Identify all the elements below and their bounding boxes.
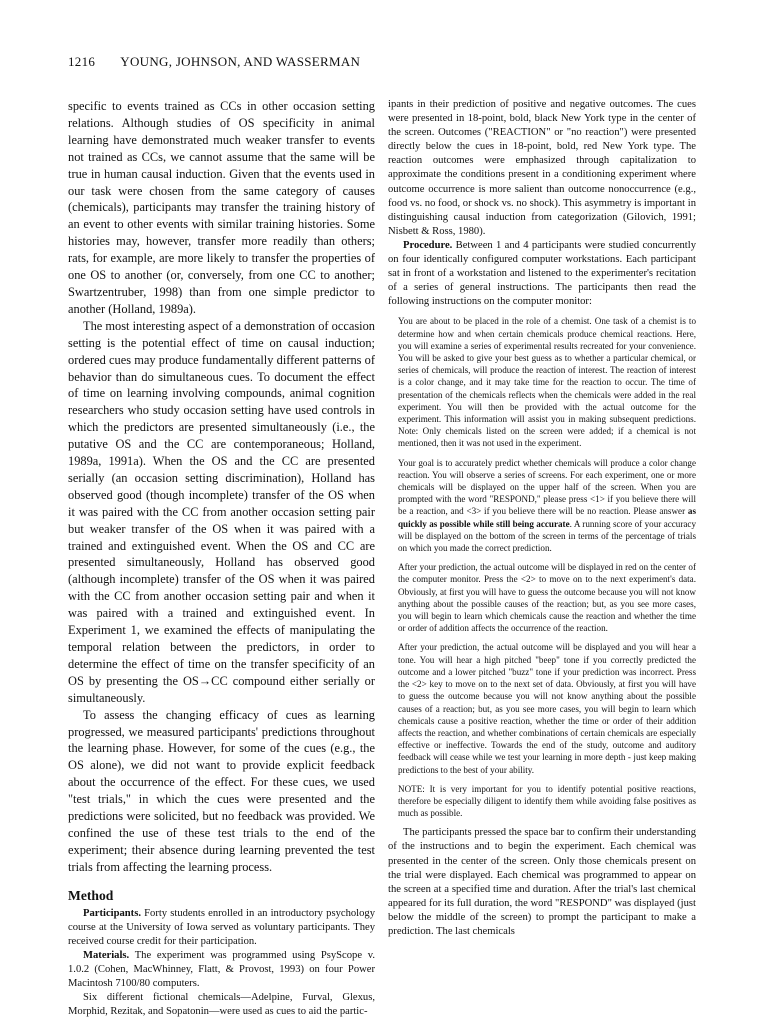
right-p1-part-a: ipants in their prediction of positive and negative outcomes. The cues were presented in 18-point, bold, black New York type in the center of the screen. Outcomes (": [388, 99, 696, 139]
procedure-label: Procedure.: [403, 239, 453, 251]
chemicals-paragraph: Six different fictional chemicals—Adelpine, Furval, Glexus, Morphid, Rezitak, and Sopatonin—were used as cues to aid the partic-: [68, 991, 375, 1017]
quote-2-part-b: . A running score of your accuracy will be displayed on the bottom of the screen in terms of the percentage of trials on which you made the correct prediction.: [398, 518, 696, 554]
instruction-quote-2: [398, 457, 696, 555]
running-header: [68, 54, 698, 74]
procedure-paragraph: [388, 239, 696, 309]
quote-2-part-a: Your goal is to accurately predict whether chemicals will produce a color change reaction. You will observe a series of screens. For each experiment, one or more chemicals will be displayed on the upper half of the screen. When you are prompted with the word "RESPOND," please press <1> if you believe there will be a reaction, and <3> if you believe there will be no reaction. Please answer: [398, 457, 696, 517]
right-p1-part-b: " or "no reaction") were presented directly below the cues in 18-point, bold, red New York type. The reaction outcomes were emphasized through capitalization to approximate the conditions present in a conditioning experiment where outcome occurrence is more salient than outcome nonoccurrence (e.g., food vs. no food, or shock vs. no shock). This asymmetry is important in distinguishing causal induction from categorization (Gilovich, 1991; Nisbett & Ross, 1980).: [388, 127, 696, 237]
materials-label: Materials.: [83, 949, 130, 961]
materials-paragraph: [68, 949, 375, 991]
participants-paragraph: [68, 907, 375, 949]
quote-2-emphasis: as quickly as possible while still being accurate: [398, 506, 696, 529]
method-heading: Method: [68, 887, 114, 903]
instruction-quote-5: NOTE: It is very important for you to identify potential positive reactions, therefore be especially diligent to identify them while avoiding false positives as much as possible.: [398, 783, 696, 819]
instruction-quote-3: After your prediction, the actual outcome will be displayed in red on the center of the computer monitor. Press the <2> to move on to the next experiment's data. Obviously, at first you will have to guess the outcome because you will not know anything about the possible causes of the reaction; but, as you see more cases, you will begin to learn which chemicals cause the reaction and whether the time or order of addition affects the occurrence of the reaction.: [398, 562, 696, 634]
materials-text: The experiment was programmed using PsyScope v. 1.0.2 (Cohen, MacWhinney, Flatt, & Provost, 1993) on four Power Macintosh 7100/80 computers.: [68, 949, 375, 989]
left-column: [68, 98, 375, 1019]
instructions-block-quote: [398, 315, 696, 819]
respond-word: RESPOND: [559, 897, 608, 909]
right-paragraph-1: [388, 98, 696, 239]
right-column: [388, 98, 696, 939]
instruction-quote-4: After your prediction, the actual outcome will be displayed and you will hear a tone. You will hear a high pitched "beep" tone if you correctly predicted the outcome and a lower pitched "buzz" tone if your prediction was incorrect. Press the <2> key to move on to the next set of data. Obviously, at first you will have to guess the outcome because you will not know anything about the possible causes of a reaction; but, as you see more cases, you will begin to learn which chemicals cause a positive reaction, whether the time or order of their addition affects the reaction, and whether combinations of certain chemicals are especially effective or ineffective. Towards the end of the study, outcome and auditory feedback will cease while we test your learning in more depth - just keep making predictions to the best of your ability.: [398, 642, 696, 775]
instruction-quote-1: You are about to be placed in the role of a chemist. One task of a chemist is to determine how and when certain chemicals produce chemical reactions. Here, you will examine a series of experimental results recreated for your convenience. You will be asked to give your best guess as to whether a particular chemical, or series of chemicals, will produce the reaction of interest. The reaction of interest is a color change, and it may take time for the reaction to occur. The time of presentation of the chemicals reflects when the chemicals were added in the real experiment. You will then be provided with the actual outcome for the experiment. This information will assist you in making subsequent predictions. Note: Only chemicals listed on the screen were added; if a chemical is not mentioned, then it was not used in the experiment.: [398, 316, 696, 449]
participants-text: Forty students enrolled in an introductory psychology course at the University of Iowa served as voluntary participants. They received course credit for their participation.: [68, 907, 375, 947]
left-paragraph-2: The most interesting aspect of a demonstration of occasion setting is the potential effect of time on causal induction; ordered cues may produce fundamentally different patterns of behavior than do simultaneous cues. To document the effect of time on learning involving compounds, animal cognition researchers who study occasion setting have used controls in which the predictors are presented simultaneously (i.e., the putative OS and the CC are contemporaneous; Holland, 1989a, 1991a). When the OS and the CC are presented serially (an occasion setting discrimination), Holland has observed good (though incomplete) transfer of the OS when it was paired with the CC from another occasion setting pair but weaker transfer of the OS when it was paired with a trained and extinguished event. When the OS and CC are presented simultaneously, Holland has observed good (although incomplete) transfer of the OS when it was paired with the CC from another occasion setting pair and when it was paired with a trained and extinguished event. In Experiment 1, we examined the effects of manipulating the temporal relation between the predictors, in order to determine the effect of time on the transfer specificity of an OS by presenting the OS→CC compound either serially or simultaneously.: [68, 318, 375, 705]
page-number: 1216: [68, 54, 96, 69]
right-p2-part-a: The participants pressed the space bar to confirm their understanding of the instructions and to begin the experiment. Each chemical was presented in the center of the screen. Only those chemicals present on the trial were displayed. Each chemical was programmed to appear on the screen at a specified time and duration. After the trial's last chemical appeared for its full duration, the word ": [388, 827, 696, 909]
right-paragraph-2: [388, 826, 696, 939]
reaction-word: REACTION: [492, 127, 547, 139]
left-paragraph-3: To assess the changing efficacy of cues as learning progressed, we measured participants' predictions throughout the learning phase. However, for some of the cues (e.g., the OS alone), we did not want to provide explicit feedback about the occurrence of the effect. For these cues, we used "test trials," in which the cues were presented and the predictions were solicited, but no feedback was provided. We confined the use of these test trials to the end of the experiment; their absence during learning prevented the test trials from affecting the learning process.: [68, 707, 375, 874]
participants-label: Participants.: [83, 907, 141, 919]
procedure-text: Between 1 and 4 participants were studied concurrently on four identically configured computer workstations. Each participant sat in front of a workstation and listened to the experimenter's recitation of a series of general instructions. The participants then read the following instructions on the computer monitor:: [388, 239, 696, 308]
right-p2-part-b: " was displayed (just below the middle of the screen) to prompt the participant to make a prediction. The last chemicals: [388, 897, 696, 937]
running-title: YOUNG, JOHNSON, AND WASSERMAN: [120, 54, 361, 69]
left-paragraph-1: specific to events trained as CCs in other occasion setting relations. Although studies of OS specificity in animal learning have demonstrated much weaker transfer to events not trained as CCs, we cannot assume that the same will be true in human causal induction. Given that the events used in our task were chosen from the same category of causes (chemicals), participants may transfer the training history of an event to other events with similar training histories. Some histories may, however, transfer more readily than others; rats, for example, are more likely to transfer the properties of one OS to another (or, conversely, from one CC to another; Swartzentruber, 1998) than from one simple predictor to another (Holland, 1989a).: [68, 99, 375, 316]
